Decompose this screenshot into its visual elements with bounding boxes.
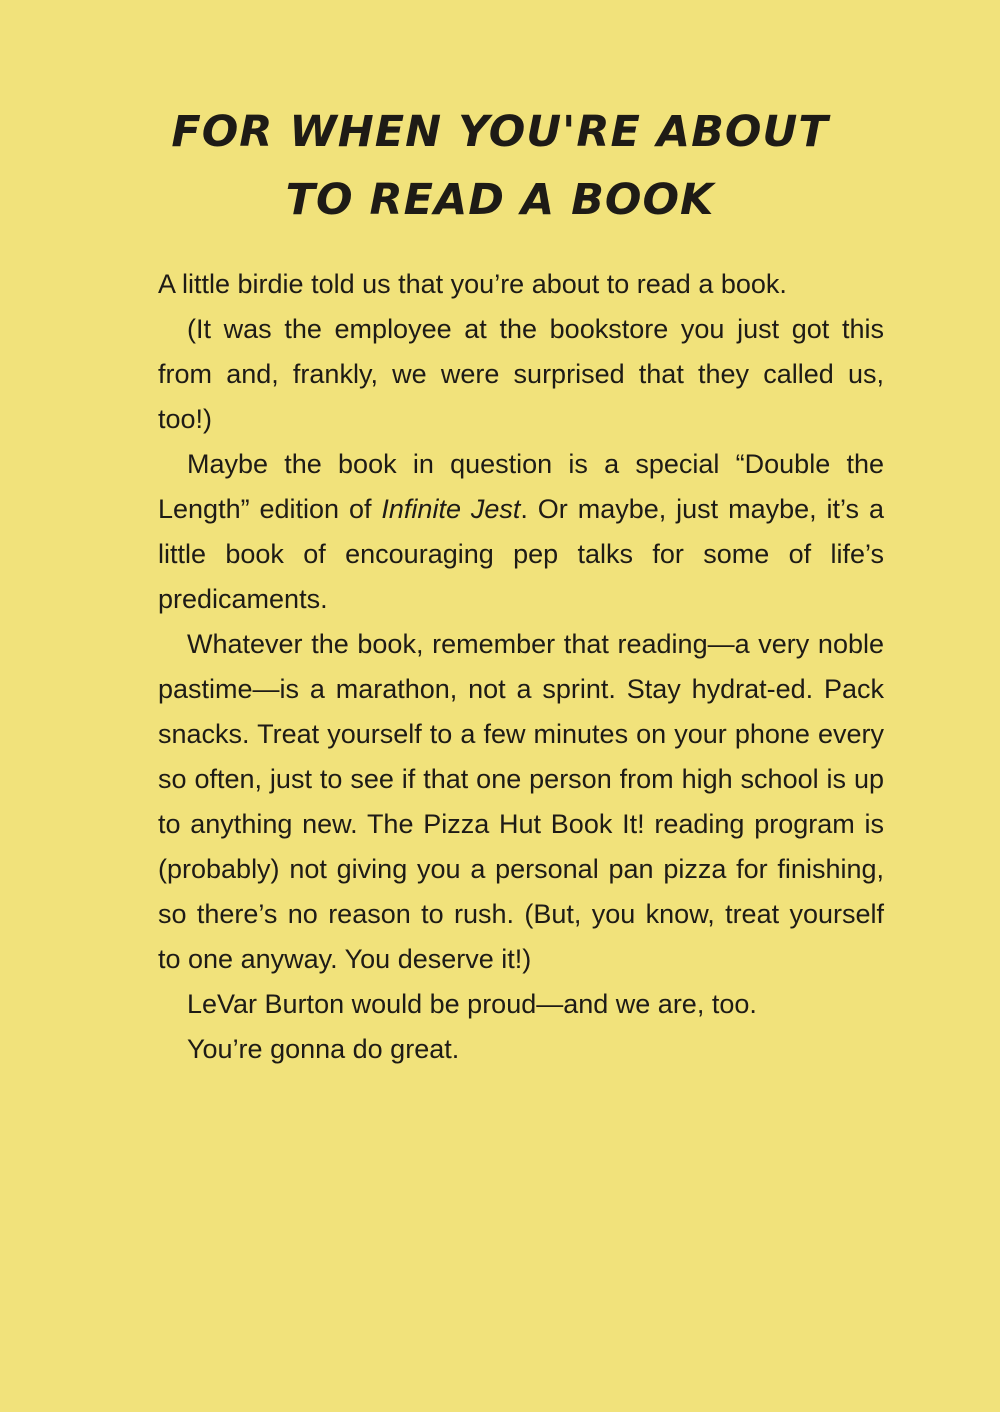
page-title (0, 98, 1000, 234)
body-text (158, 262, 884, 1072)
paragraph-1: A little birdie told us that you’re about to read a book. (158, 269, 787, 299)
paragraph-6: You’re gonna do great. (187, 1034, 460, 1064)
paragraph-3 (158, 442, 884, 622)
paragraph-3-start: Maybe the book in question is a special “Double the Length” edition of (158, 449, 884, 524)
book-title-italic: Infinite Jest (381, 494, 521, 524)
paragraph-3-end: . Or maybe, just maybe, it’s a little book of encouraging pep talks for some of life’s predicaments. (158, 494, 884, 614)
title-line-1: FOR WHEN YOU'RE ABOUT (171, 107, 829, 157)
title-line-2: TO READ A BOOK (285, 175, 715, 225)
paragraph-2: (It was the employee at the bookstore you just got this from and, frankly, we were surprised that they called us, too!) (158, 314, 884, 434)
paragraph-5: LeVar Burton would be proud—and we are, too. (187, 989, 757, 1019)
paragraph-4: Whatever the book, remember that reading—a very noble pastime—is a marathon, not a sprint. Stay hydrat-ed. Pack snacks. Treat yourself to a few minutes on your phone every so often, just to see if that one person from high school is up to anything new. The Pizza Hut Book It! reading program is (probably) not giving you a personal pan pizza for finishing, so there’s no reason to rush. (But, you know, treat yourself to one anyway. You deserve it!) (158, 629, 884, 974)
